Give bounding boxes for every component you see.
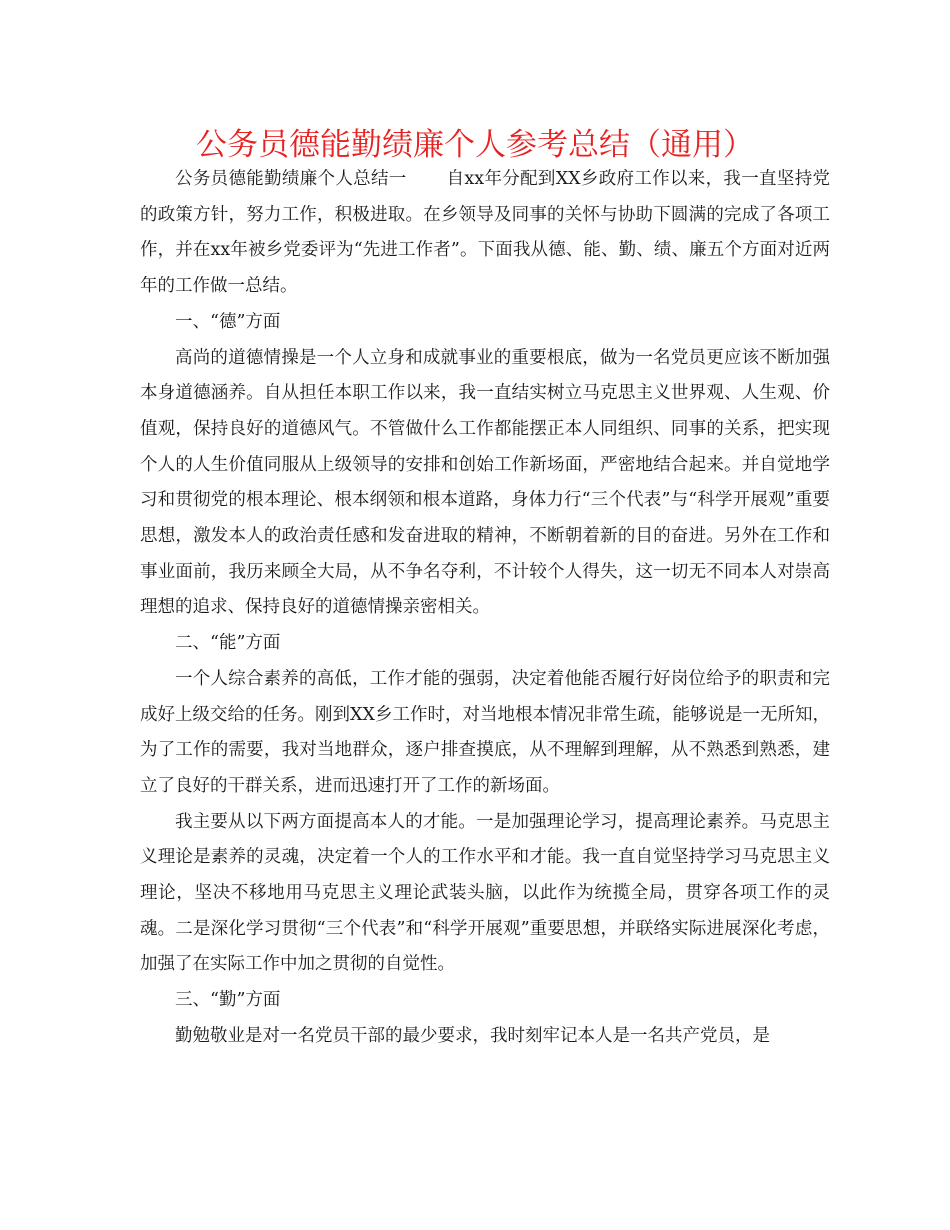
- section-paragraph-neng-2: 我主要从以下两方面提高本人的才能。一是加强理论学习，提高理论素养。马克思主义理论是素养的灵魂，决定着一个人的工作水平和才能。我一直自觉坚持学习马克思主义理论，坚决不移地用马克思主义理论武装头脑，以此作为统揽全局，贯穿各项工作的灵魂。二是深化学习贯彻“三个代表”和“科学开展观”重要思想，并联络实际进展深化考虑，加强了在实际工作中加之贯彻的自觉性。: [140, 811, 830, 975]
- intro-paragraph: [140, 162, 830, 305]
- intro-heading: 公务员德能勤绩廉个人总结一: [175, 169, 407, 189]
- section-heading-qin: 三、“勤”方面: [175, 990, 281, 1011]
- intro-text: 自xx年分配到XX乡政府工作以来，我一直坚持党的政策方针，努力工作，积极进取。在乡领导及同事的关怀与协助下圆满的完成了各项工作，并在xx年被乡党委评为“先进工作者”。下面我从德、能、勤、绩、廉五个方面对近两年的工作做一总结。: [140, 169, 831, 297]
- section-paragraph-de: 高尚的道德情操是一个人立身和成就事业的重要根底，做为一名党员更应该不断加强本身道德涵养。自从担任本职工作以来，我一直结实树立马克思主义世界观、人生观、价值观，保持良好的道德风气。不管做什么工作都能摆正本人同组织、同事的关系，把实现个人的人生价值同服从上级领导的安排和创始工作新场面，严密地结合起来。并自觉地学习和贯彻党的根本理论、根本纲领和根本道路，身体力行“三个代表”与“科学开展观”重要思想，激发本人的政治责任感和发奋进取的精神，不断朝着新的目的奋进。另外在工作和事业面前，我历来顾全大局，从不争名夺利，不计较个人得失，这一切无不同本人对崇高理想的追求、保持良好的道德情操亲密相关。: [140, 347, 830, 618]
- section-heading-de: 一、“德”方面: [175, 311, 281, 332]
- section-paragraph-neng-1: 一个人综合素养的高低，工作才能的强弱，决定着他能否履行好岗位给予的职责和完成好上级交给的任务。刚到XX乡工作时，对当地根本情况非常生疏，能够说是一无所知，为了工作的需要，我对当地群众，逐户排查摸底，从不理解到理解，从不熟悉到熟悉，建立了良好的干群关系，进而迅速打开了工作的新场面。: [140, 668, 830, 796]
- document-title: 公务员德能勤绩廉个人参考总结（通用）: [196, 127, 754, 163]
- document-body: [140, 162, 830, 1055]
- section-heading-neng: 二、“能”方面: [175, 633, 281, 654]
- section-paragraph-qin: 勤勉敬业是对一名党员干部的最少要求，我时刻牢记本人是一名共产党员，是: [175, 1025, 770, 1046]
